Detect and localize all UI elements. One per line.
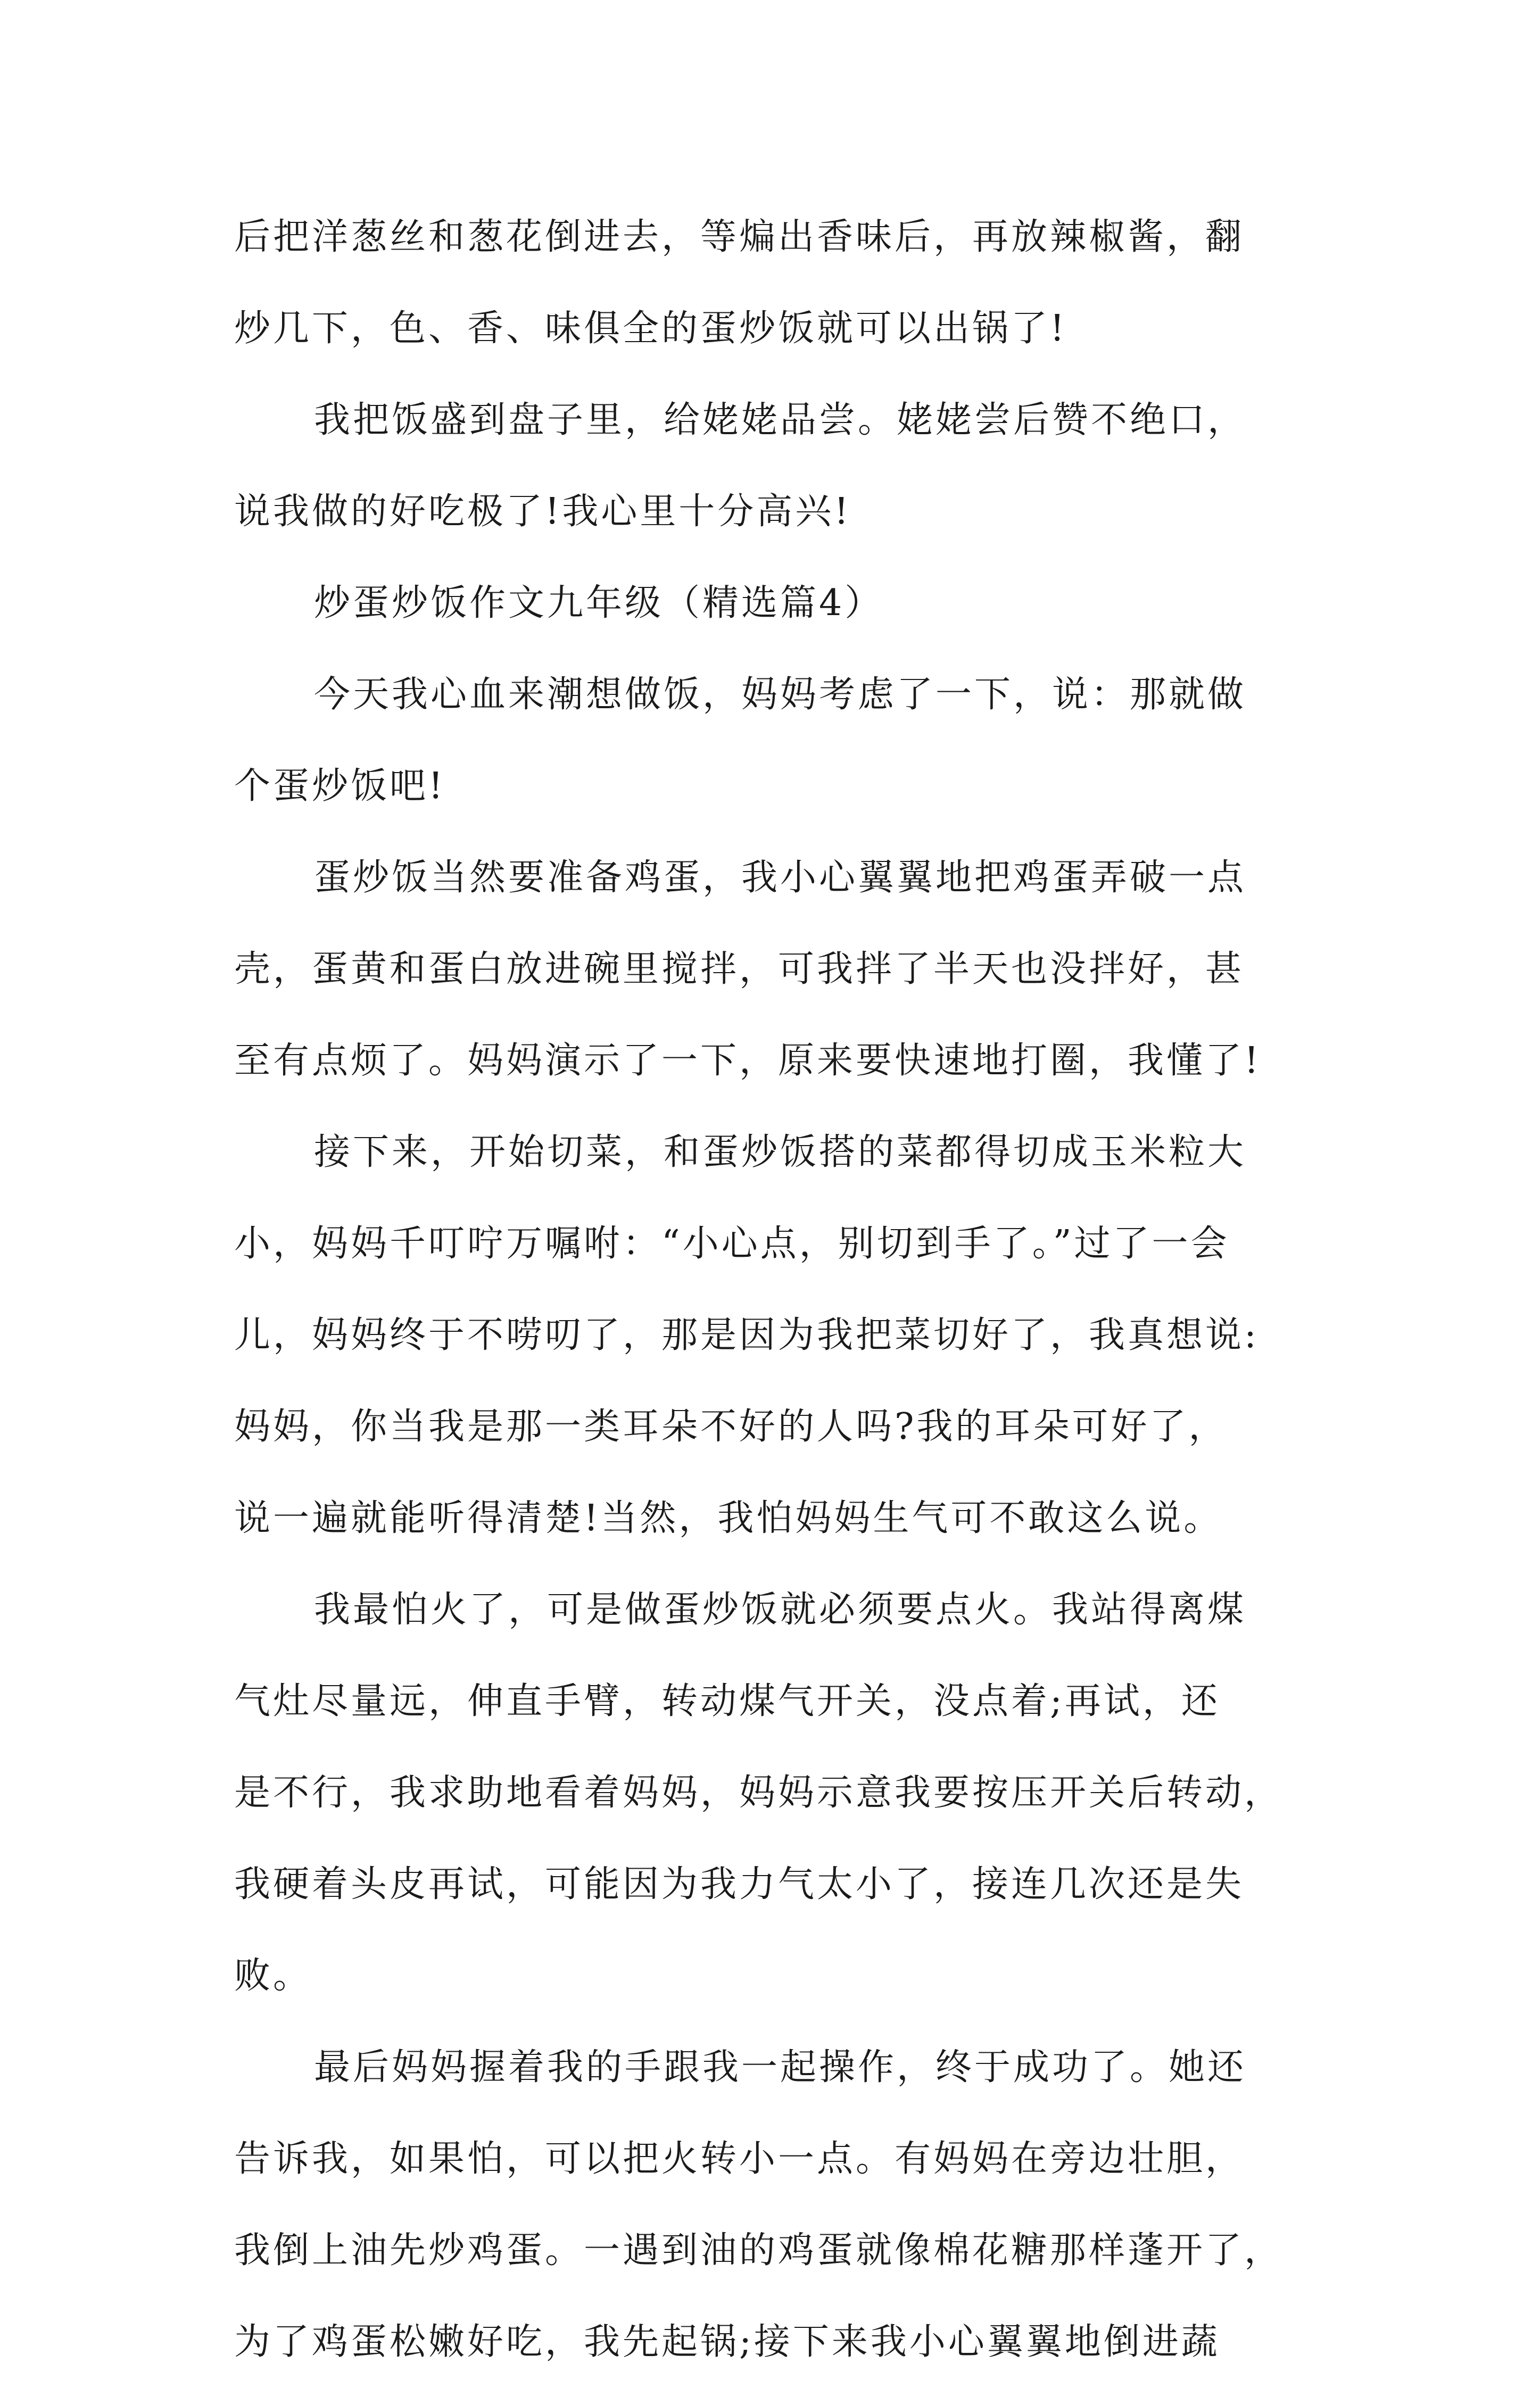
text-line: 儿，妈妈终于不唠叨了，那是因为我把菜切好了，我真想说: [234, 1314, 1259, 1356]
body-text [234, 192, 1320, 2388]
text-line: 蛋炒饭当然要准备鸡蛋，我小心翼翼地把鸡蛋弄破一点 [314, 857, 1247, 899]
text-line: 炒几下，色、香、味俱全的蛋炒饭就可以出锅了! [234, 308, 1067, 350]
text-line: 是不行，我求助地看着妈妈，妈妈示意我要按压开关后转动， [234, 1772, 1284, 1814]
text-line: 个蛋炒饭吧! [234, 765, 446, 807]
section-heading: 炒蛋炒饭作文九年级（精选篇4） [314, 582, 884, 624]
text-line: 妈妈，你当我是那一类耳朵不好的人吗?我的耳朵可好了， [234, 1406, 1228, 1448]
text-line: 说我做的好吃极了!我心里十分高兴! [234, 491, 851, 533]
text-line: 壳，蛋黄和蛋白放进碗里搅拌，可我拌了半天也没拌好，甚 [234, 948, 1245, 990]
text-line: 败。 [234, 1955, 312, 1997]
text-line: 我倒上油先炒鸡蛋。一遇到油的鸡蛋就像棉花糖那样蓬开了， [234, 2229, 1284, 2271]
text-line: 今天我心血来潮想做饭，妈妈考虑了一下，说：那就做 [314, 674, 1247, 716]
text-line: 最后妈妈握着我的手跟我一起操作，终于成功了。她还 [314, 2046, 1247, 2088]
text-line: 说一遍就能听得清楚!当然，我怕妈妈生气可不敢这么说。 [234, 1497, 1223, 1539]
text-line: 气灶尽量远，伸直手臂，转动煤气开关，没点着;再试，还 [234, 1680, 1220, 1722]
text-line: 小，妈妈千叮咛万嘱咐：“小心点，别切到手了。”过了一会 [234, 1223, 1230, 1265]
text-line: 至有点烦了。妈妈演示了一下，原来要快速地打圈，我懂了! [234, 1040, 1262, 1082]
text-line: 我硬着头皮再试，可能因为我力气太小了，接连几次还是失 [234, 1863, 1245, 1905]
text-line: 后把洋葱丝和葱花倒进去，等煸出香味后，再放辣椒酱，翻 [234, 216, 1245, 258]
text-line: 接下来，开始切菜，和蛋炒饭搭的菜都得切成玉米粒大 [314, 1131, 1247, 1173]
text-line: 告诉我，如果怕，可以把火转小一点。有妈妈在旁边壮胆， [234, 2138, 1245, 2180]
text-line: 我把饭盛到盘子里，给姥姥品尝。姥姥尝后赞不绝口， [314, 399, 1247, 441]
text-line: 为了鸡蛋松嫩好吃，我先起锅;接下来我小心翼翼地倒进蔬 [234, 2321, 1220, 2363]
text-line: 我最怕火了，可是做蛋炒饭就必须要点火。我站得离煤 [314, 1589, 1247, 1631]
